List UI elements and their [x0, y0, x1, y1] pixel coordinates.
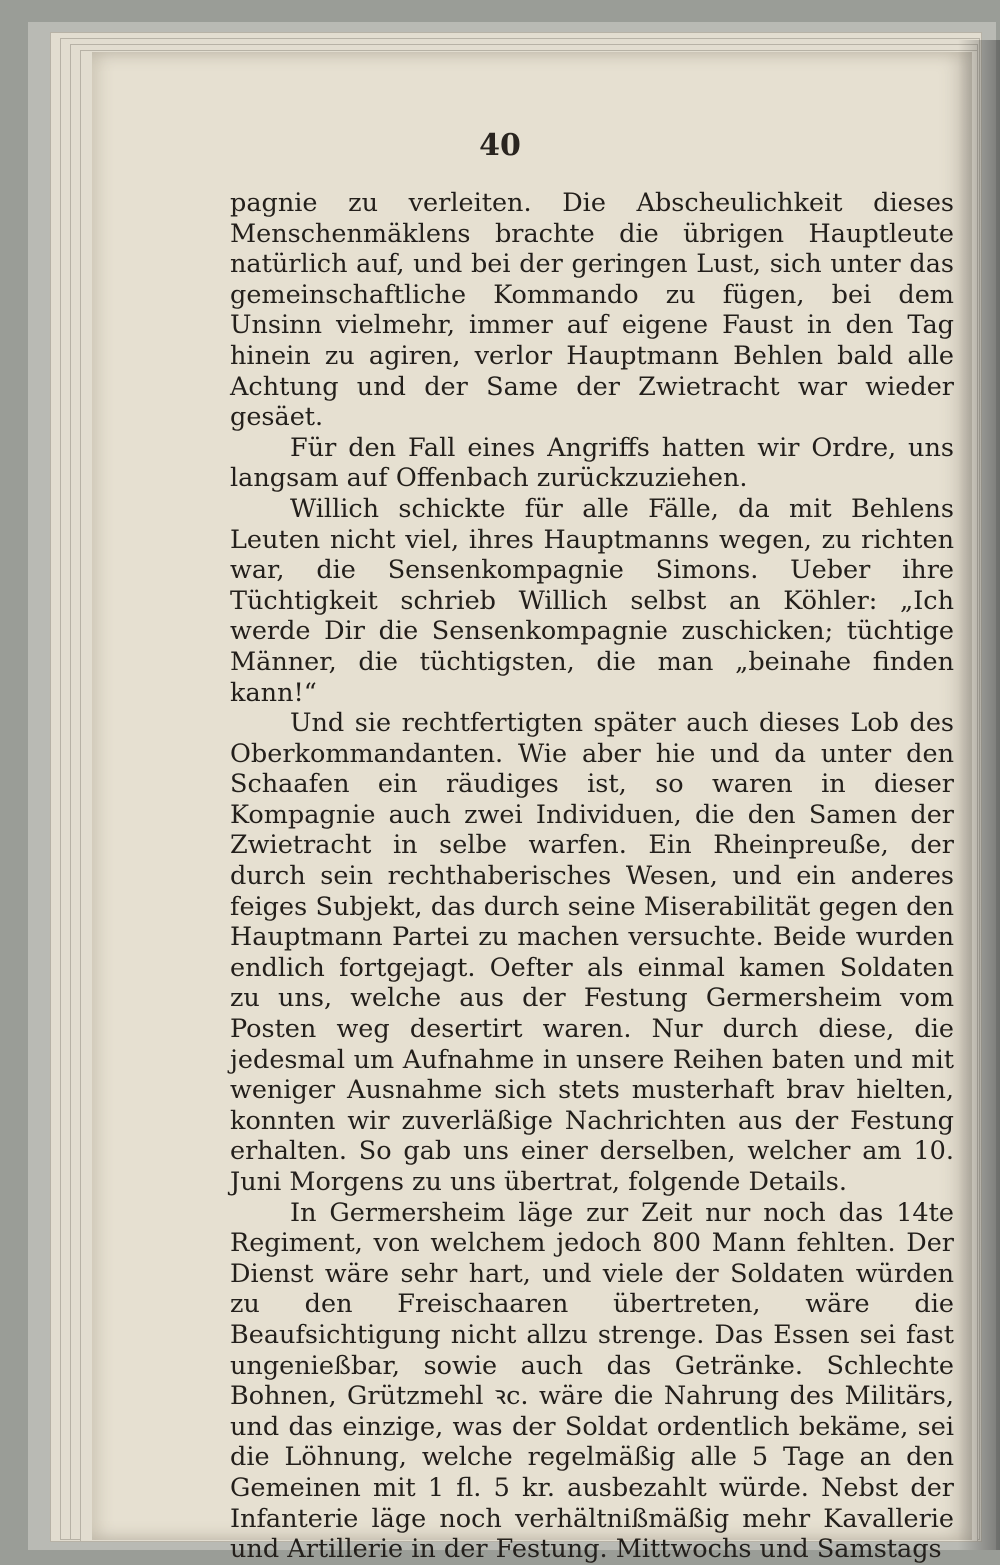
paragraph: pagnie zu verleiten. Die Abscheulichkeit dieses Menschenmäklens brachte die übrigen Hauptleute natürlich auf, und bei der geringen Lust, sich unter das gemeinschaftliche Kommando zu fügen, bei dem Unsinn vielmehr, immer auf eigene Faust in den Tag hinein zu agiren, verlor Hauptmann Behlen bald alle Achtung und der Same der Zwietracht war wieder gesäet.	[230, 188, 954, 433]
paragraph: Und sie rechtfertigten später auch dieses Lob des Oberkommandanten. Wie aber hie und da unter den Schaafen ein räudiges ist, so waren in dieser Kompagnie auch zwei Individuen, die den Samen der Zwietracht in selbe warfen. Ein Rheinpreuße, der durch sein rechthaberisches Wesen, und ein anderes feiges Subjekt, das durch seine Miserabilität gegen den Hauptmann Partei zu machen versuchte. Beide wurden endlich fortgejagt. Oefter als einmal kamen Soldaten zu uns, welche aus der Festung Germersheim vom Posten weg desertirt waren. Nur durch diese, die jedesmal um Aufnahme in unsere Reihen baten und mit weniger Ausnahme sich stets musterhaft brav hielten, konnten wir zuverläßige Nachrichten aus der Festung erhalten. So gab uns einer derselben, welcher am 10. Juni Morgens zu uns übertrat, folgende Details.	[230, 708, 954, 1197]
paragraph: In Germersheim läge zur Zeit nur noch das 14te Regiment, von welchem jedoch 800 Mann fehlten. Der Dienst wäre sehr hart, und viele der Soldaten würden zu den Freischaaren übertreten, wäre die Beaufsichtigung nicht allzu strenge. Das Essen sei fast ungenießbar, sowie auch das Getränke. Schlechte Bohnen, Grützmehl ꝛc. wäre die Nahrung des Militärs, und das einzige, was der Soldat ordentlich bekäme, sei die Löhnung, welche regelmäßig alle 5 Tage an den Gemeinen mit 1 fl. 5 kr. ausbezahlt würde. Nebst der Infanterie läge noch verhältnißmäßig mehr Kavallerie und Artillerie in der Festung. Mittwochs und Samstags	[230, 1197, 954, 1565]
binding-shadow	[958, 40, 1000, 1550]
page-number: 40	[479, 128, 521, 163]
body-text	[230, 188, 954, 1565]
paragraph: Willich schickte für alle Fälle, da mit Behlens Leuten nicht viel, ihres Hauptmanns wegen, zu richten war, die Sensenkompagnie Simons. Ueber ihre Tüchtigkeit schrieb Willich selbst an Köhler: „Ich werde Dir die Sensenkompagnie zuschicken; tüchtige Männer, die tüchtigsten, die man „beinahe finden kann!“	[230, 493, 954, 708]
paragraph: Für den Fall eines Angriffs hatten wir Ordre, uns langsam auf Offenbach zurückzuziehen.	[230, 432, 954, 494]
